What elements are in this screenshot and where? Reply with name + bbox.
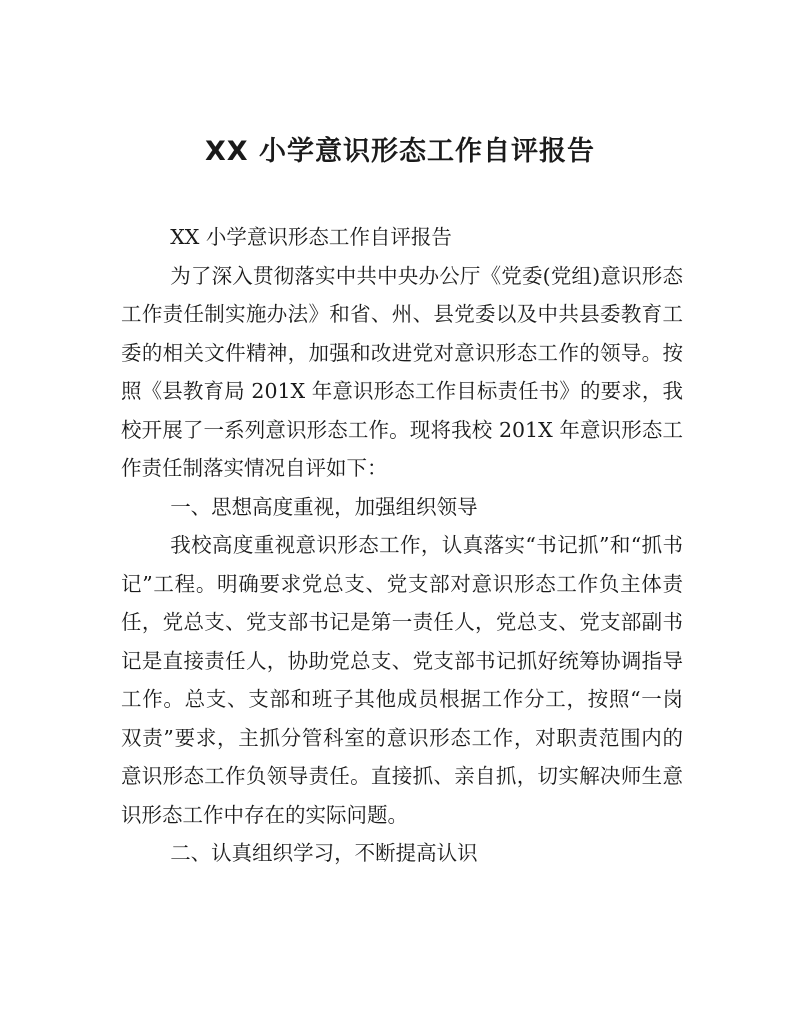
section-heading-1: 一、思想高度重视，加强组织领导 <box>170 494 478 519</box>
document-body <box>121 218 683 873</box>
section-heading-2: 二、认真组织学习，不断提高认识 <box>170 841 478 865</box>
paragraph-section-1: 我校高度重视意识形态工作，认真落实“书记抓”和“抓书记”工程。明确要求党总支、党支部对意识形态工作负主体责任，党总支、党支部书记是第一责任人，党总支、党支部副书记是直接责任人，协助党总支、党支部书记抓好统筹协调指导工作。总支、支部和班子其他成员根据工作分工，按照“一岗双责”要求，主抓分管科室的意识形态工作，对职责范围内的意识形态工作负领导责任。直接抓、亲自抓，切实解决师生意识形态工作中存在的实际问题。 <box>121 533 683 827</box>
paragraph-intro: 为了深入贯彻落实中共中央办公厅《党委(党组)意识形态工作责任制实施办法》和省、州、县党委以及中共县委教育工委的相关文件精神，加强和改进党对意识形态工作的领导。按照《县教育局 201X 年意识形态工作目标责任书》的要求，我校开展了一系列意识形态工作。现将我校 201X 年意识形态工作责任制落实情况自评如下： <box>121 263 683 480</box>
paragraph-subtitle: XX 小学意识形态工作自评报告 <box>170 225 452 249</box>
document-title: XX 小学意识形态工作自评报告 <box>204 136 596 167</box>
